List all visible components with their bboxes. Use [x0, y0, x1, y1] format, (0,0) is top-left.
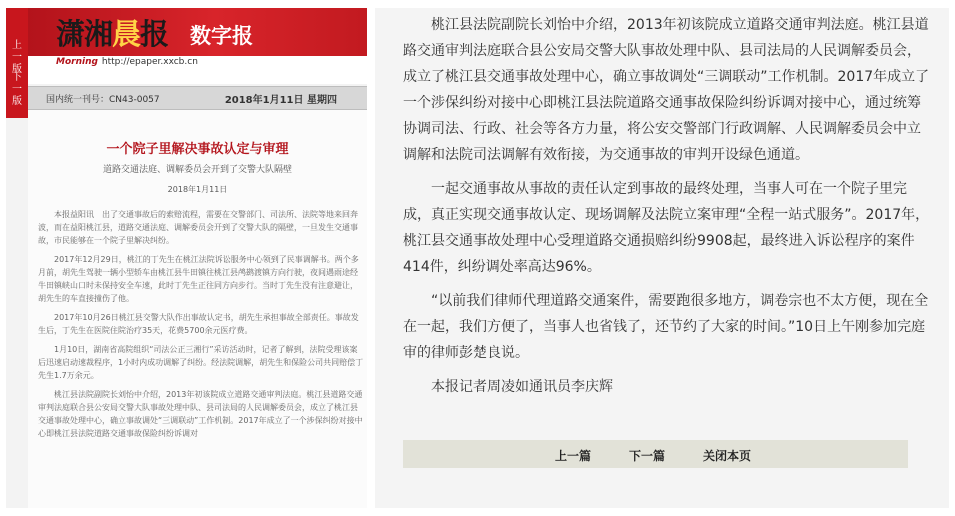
masthead [28, 8, 367, 84]
article-panel [375, 8, 949, 508]
issue-info-bar [28, 86, 367, 110]
digital-edition-label: 数字报 [190, 24, 253, 48]
paper-subheadline: 道路交通法庭、调解委员会开到了交警大队隔壁 [102, 165, 292, 175]
newspaper-logo: 潇湘晨报 [56, 17, 169, 51]
paper-date: 2018年1月11日 [167, 185, 228, 194]
next-page-link[interactable]: 下一版 [12, 72, 22, 107]
paper-body [38, 208, 364, 446]
paper-paragraph: 2017年12月29日，桃江的丁先生在桃江法院诉讼服务中心领到了民事调解书。两个多月前，胡先生驾驶一辆小型轿车由桃江县牛田镇往桃江县鸬鹚渡镇方向行驶，夜间遇雨途经牛田镇峡山口时未保持安全车速，此时丁先生正往同方向步行。当时丁先生没有注意避让，胡先生的车直接撞伤了他。 [38, 255, 359, 303]
article-paragraph: “以前我们律师代理道路交通案件，需要跑很多地方，调卷宗也不太方便，现在全在一起，我们方便了，当事人也省钱了，还节约了大家的时间。”10日上午刚参加完庭审的律师彭楚良说。 [403, 293, 929, 361]
issue-date: 2018年1月11日 星期四 [224, 95, 337, 106]
paper-headline: 一个院子里解决事故认定与审理 [106, 142, 289, 157]
paper-paragraph: 本报益阳讯 出了交通事故后的索赔流程，需要在交警部门、司法所、法院等地来回奔波，而在益阳桃江县，道路交通法庭、调解委员会开到了交警大队的隔壁，一旦发生交通事故，市民能够在一个院子里解决纠纷。 [38, 210, 358, 245]
paper-paragraph: 2017年10月26日桃江县交警大队作出事故认定书，胡先生承担事故全部责任。事故发生后，丁先生在医院住院治疗35天，花费5700余元医疗费。 [38, 313, 359, 335]
prev-page-link[interactable]: 上一版 [12, 40, 22, 75]
brand-en: Morning [56, 57, 98, 67]
masthead-url: Morning http://epaper.xxcb.cn [56, 57, 198, 67]
paper-article [28, 110, 367, 508]
article-nav-bar [403, 440, 908, 468]
next-article-link[interactable]: 下一篇 [629, 449, 666, 463]
close-page-link[interactable]: 关闭本页 [703, 449, 752, 463]
article-byline: 本报记者周凌如通讯员李庆辉 [431, 379, 613, 395]
prev-article-link[interactable]: 上一篇 [555, 449, 592, 463]
issn-label: 国内统一刊号：CN43-0057 [46, 95, 160, 105]
page-nav-strip [6, 8, 28, 118]
newspaper-page [6, 8, 367, 508]
paper-paragraph: 1月10日，湖南省高院组织“司法公正三湘行”采访活动时，记者了解到，法院受理该案后迅速启动速裁程序，1小时内成功调解了纠纷。经法院调解，胡先生和保险公司共同赔偿丁先生1.7万余元。 [38, 345, 364, 380]
article-body [403, 12, 931, 408]
article-paragraph: 一起交通事故从事故的责任认定到事故的最终处理，当事人可在一个院子里完成，真正实现交通事故认定、现场调解及法院立案审理“全程一站式服务”。2017年，桃江县交通事故处理中心受理道路交通损赔纠纷9908起，最终进入诉讼程序的案件414件，纠纷调处率高达96%。 [403, 181, 930, 275]
paper-paragraph: 桃江县法院副院长刘怡中介绍，2013年初该院成立道路交通审判法庭。桃江县道路交通审判法庭联合县公安局交警大队事故处理中队、县司法局的人民调解委员会，成立了桃江县交通事故处理中心，确立事故调处“三调联动”工作机制。2017年成立了一个涉保纠纷对接中心即桃江县法院道路交通事故保险纠纷诉调对 [38, 390, 363, 438]
article-paragraph: 桃江县法院副院长刘怡中介绍，2013年初该院成立道路交通审判法庭。桃江县道路交通审判法庭联合县公安局交警大队事故处理中队、县司法局的人民调解委员会，成立了桃江县交通事故处理中心，确立事故调处“三调联动”工作机制。2017年成立了一个涉保纠纷对接中心即桃江县法院道路交通事故保险纠纷诉调对接中心，通过统筹协调司法、行政、社会等各方力量，将公安交警部门行政调解、人民调解委员会中立调解和法院司法调解有效衔接，为交通事故的审判开设绿色通道。 [403, 17, 930, 163]
